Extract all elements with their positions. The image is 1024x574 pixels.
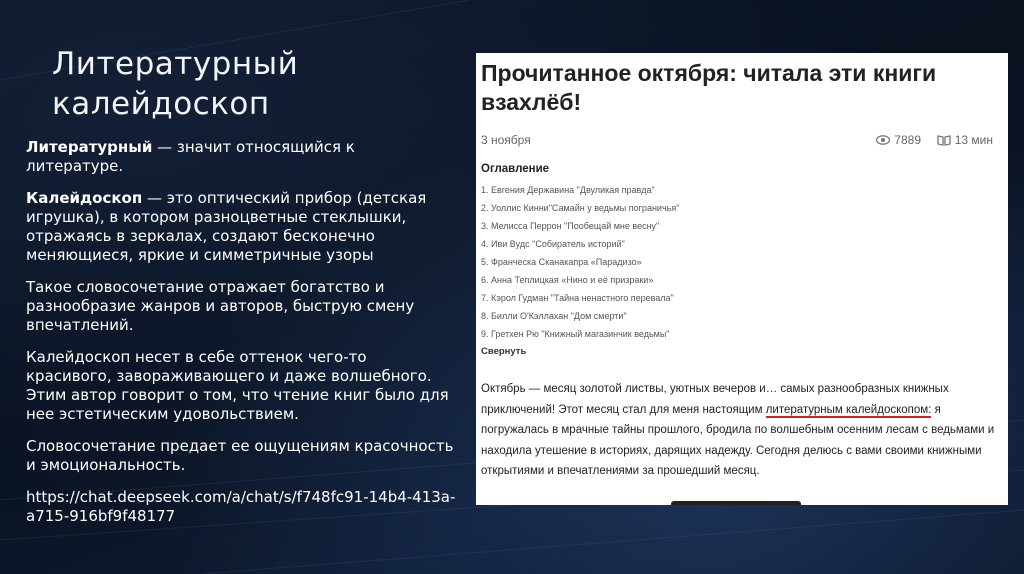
slide-title (52, 44, 392, 124)
term-literary: Литературный (26, 138, 153, 156)
slide-title-line-1: Литературный (52, 46, 299, 82)
read-time-value: 13 мин (954, 133, 993, 147)
article-read-time (937, 133, 993, 147)
toc-item[interactable]: 7. Кэрол Гудман "Тайна ненастного перевала" (481, 293, 674, 303)
paragraph-richness: Такое словосочетание отражает богатство и разнообразие жанров и авторов, быструю смену впечатлений. (26, 278, 415, 334)
slide-body (26, 138, 456, 539)
toc-item[interactable]: 1. Евгения Державина "Двуликая правда" (481, 185, 655, 195)
highlighted-phrase: литературным калейдоскопом: (765, 403, 932, 416)
article-body-end: я погружалась в мрачные тайны прошлого, бродила по волшебным осенним лесам с ведьмами и находила утешение в историях, дарящих надежду. Сегодня делюсь с вами своими книжными открытиями и впечатлениями за прошедший месяц. (481, 403, 995, 477)
paragraph-magic: Калейдоскоп несет в себе оттенок чего-то красивого, завораживающего и даже волшебного. Этим автор говорит о том, что чтение книг было для нее эстетическим удовольствием. (26, 348, 449, 423)
definition-literary-text: — значит относящийся к литературе. (26, 138, 355, 175)
toc-item[interactable]: 9. Гретхен Рю "Книжный магазинчик ведьмы" (481, 329, 670, 339)
term-kaleidoscope: Калейдоскоп (26, 189, 143, 207)
paragraph-emotion: Словосочетание предает ее ощущениям красочность и эмоциональность. (26, 437, 454, 474)
toc-list (481, 181, 679, 343)
toc-item[interactable]: 8. Билли О'Кэллахан "Дом смерти" (481, 311, 627, 321)
article-title: Прочитанное октября: читала эти книги взахлёб! (481, 60, 937, 115)
article-body-start: Октябрь — месяц золотой листвы, уютных вечеров и… самых разнообразных книжных приключений! Этот месяц стал для меня настоящим (481, 383, 949, 416)
definition-kaleidoscope-text: — это оптический прибор (детская игрушка), в котором разноцветные стеклышки, отражаясь в зеркалах, создают бесконечно меняющиеся, яркие и симметричные узоры (26, 189, 427, 264)
views-count: 7889 (894, 133, 921, 147)
collapse-toc-button[interactable]: Свернуть (481, 346, 527, 357)
article-views (876, 133, 921, 147)
slide-title-line-2: калейдоскоп (52, 86, 270, 122)
toc-item[interactable]: 3. Мелисса Перрон "Пообещай мне весну" (481, 221, 660, 231)
toc-item[interactable]: 6. Анна Теплицкая «Нино и её призраки» (481, 275, 654, 285)
toc-item[interactable]: 5. Франческа Сканакапра «Парадизо» (481, 257, 642, 267)
toc-item[interactable]: 4. Иви Вудс "Собиратель историй" (481, 239, 625, 249)
source-link[interactable]: https://chat.deepseek.com/a/chat/s/f748fc91-14b4-413a-a715-916bf9f48177 (26, 488, 456, 525)
eye-icon (876, 135, 890, 145)
definition-literary (26, 138, 456, 176)
article-meta (481, 133, 993, 149)
toc-item[interactable]: 2. Уоллис Кинни"Самайн у ведьмы пограничья" (481, 203, 680, 213)
bottom-bar (671, 501, 801, 505)
article-date: 3 ноября (481, 133, 531, 147)
toc-heading: Оглавление (481, 163, 550, 175)
definition-kaleidoscope (26, 189, 456, 265)
article-screenshot (476, 53, 1008, 505)
article-body (481, 379, 1001, 482)
book-icon (937, 135, 951, 146)
